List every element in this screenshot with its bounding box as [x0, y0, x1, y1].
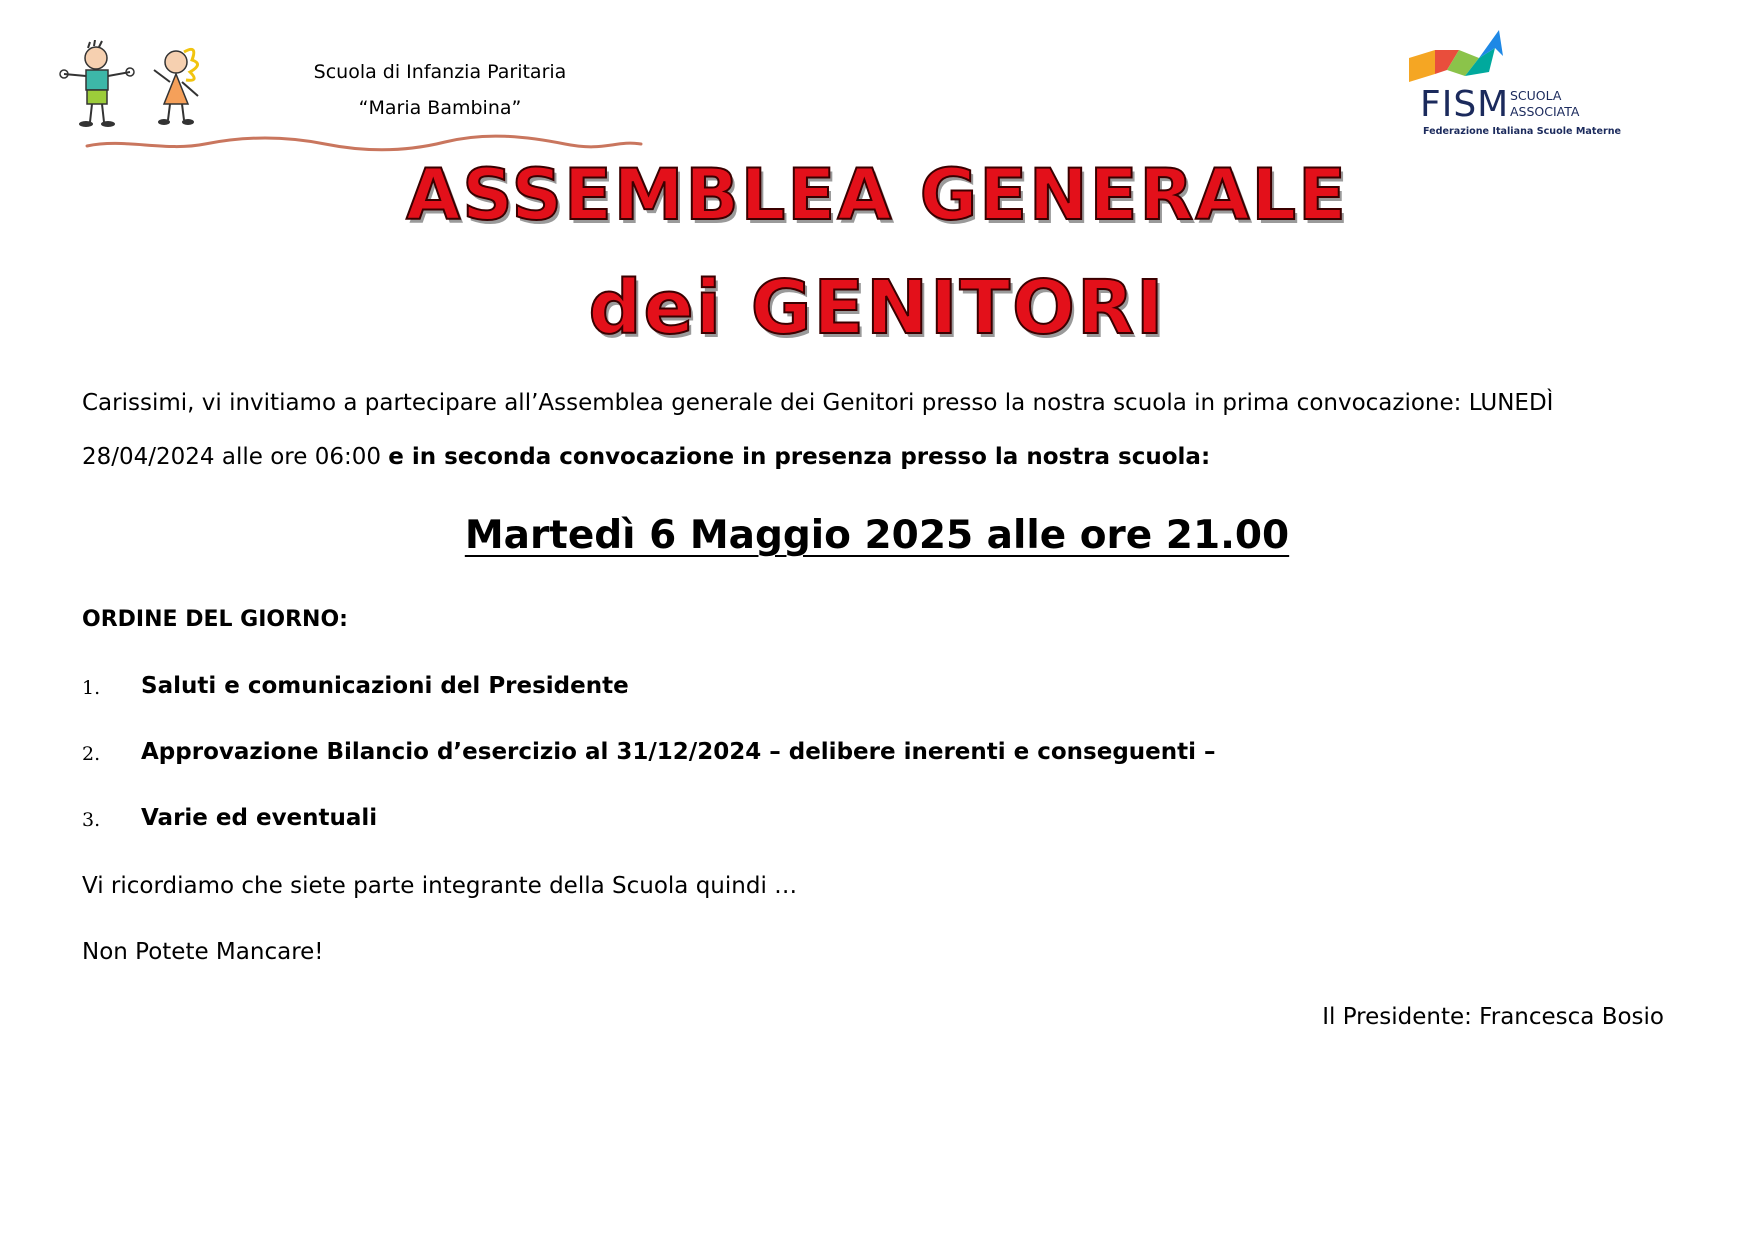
agenda-item: [82, 666, 1482, 732]
agenda-item-number: 1.: [82, 677, 101, 699]
title-line1: ASSEMBLEA GENERALE: [406, 154, 1348, 236]
intro-bold: e in seconda convocazione in presenza presso la nostra scuola:: [388, 444, 1211, 470]
children-drawing-icon: [58, 40, 238, 140]
signature: Il Presidente: Francesca Bosio: [1322, 1004, 1664, 1030]
school-name-line2: “Maria Bambina”: [358, 97, 522, 119]
agenda-item-text: Approvazione Bilancio d’esercizio al 31/12/2024 – delibere inerenti e conseguenti –: [141, 739, 1216, 765]
agenda-item-number: 3.: [82, 809, 101, 831]
closing-text: Non Potete Mancare!: [82, 939, 324, 965]
school-name: [295, 54, 585, 126]
fism-tagline: [1510, 88, 1579, 120]
agenda-heading: ORDINE DEL GIORNO:: [82, 607, 348, 632]
school-name-line1: Scuola di Infanzia Paritaria: [313, 61, 567, 83]
agenda-item: [82, 732, 1482, 798]
intro-regular: Carissimi, vi invitiamo a partecipare all’Assemblea generale dei Genitori presso la nostra scuola in prima convocazione: LUNEDÌ 28/04/2024 alle ore 06:00: [82, 390, 1554, 470]
fism-federation: Federazione Italiana Scuole Materne: [1423, 126, 1622, 137]
meeting-date: Martedì 6 Maggio 2025 alle ore 21.00: [464, 513, 1290, 558]
agenda-item-text: Saluti e comunicazioni del Presidente: [141, 673, 629, 699]
fism-name: FISM: [1420, 84, 1510, 125]
reminder-text: Vi ricordiamo che siete parte integrante della Scuola quindi …: [82, 873, 798, 899]
fism-tagline-line2: ASSOCIATA: [1510, 104, 1580, 119]
agenda-item: [82, 798, 1482, 864]
intro-paragraph: [82, 376, 1582, 484]
agenda-item-text: Varie ed eventuali: [141, 805, 378, 831]
agenda-list: [82, 666, 1482, 864]
fism-logo: [1405, 28, 1622, 142]
title-line2: dei GENITORI: [588, 265, 1166, 351]
agenda-item-number: 2.: [82, 743, 101, 765]
fism-tagline-line1: SCUOLA: [1510, 88, 1562, 103]
